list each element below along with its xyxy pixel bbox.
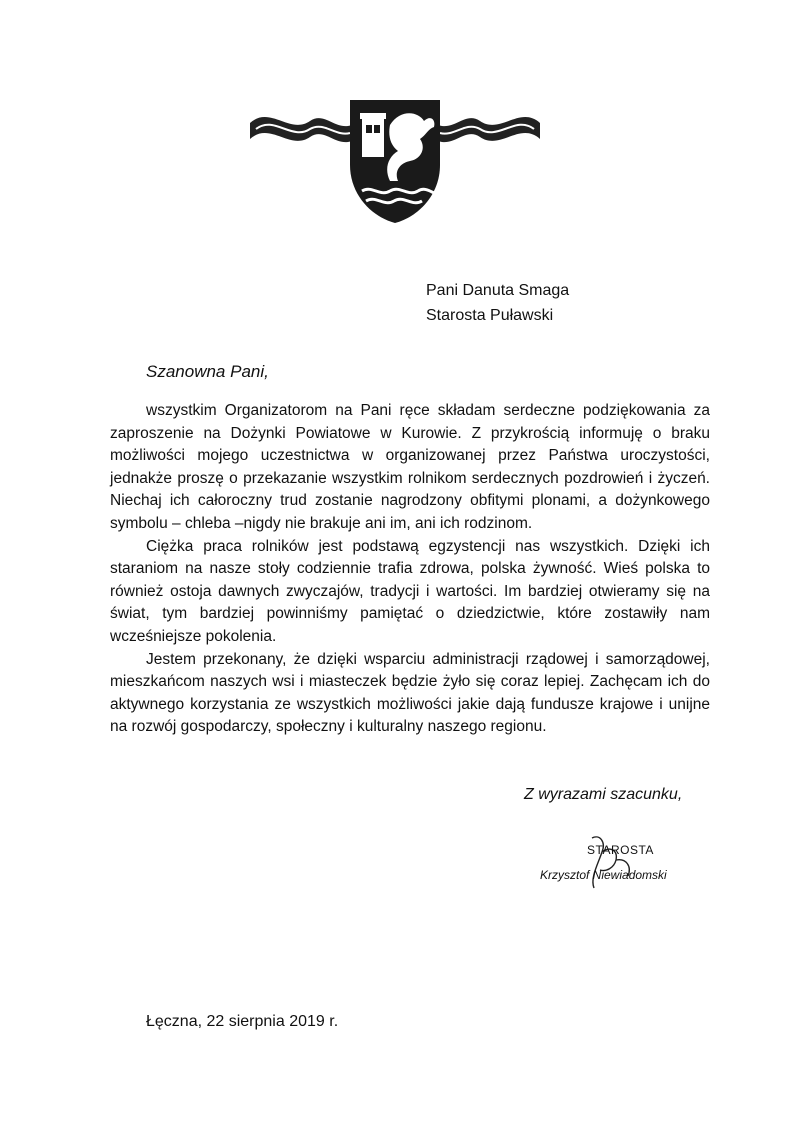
letter-body xyxy=(110,400,710,739)
addressee-block xyxy=(426,278,569,328)
body-paragraph: wszystkim Organizatorom na Pani ręce składam serdeczne podziękowania za zaproszenie na Dożynki Powiatowe w Kurowie. Z przykrością informuję o braku możliwości mojego uczestnictwa w organizowanej przez Państwa uroczystości, jednakże proszę o przekazanie wszystkim rolnikom serdecznych pozdrowień i życzeń. Niechaj ich całoroczny trud zostanie nagrodzony obfitymi plonami, a dożynkowego symbolu – chleba –nigdy nie brakuje ani im, ani ich rodzinom. xyxy=(110,402,710,532)
signature-title: STAROSTA xyxy=(587,843,654,857)
handwritten-signature xyxy=(540,832,720,892)
closing-phrase: Z wyrazami szacunku, xyxy=(524,786,683,803)
addressee-name: Pani Danuta Smaga xyxy=(426,282,570,299)
date-line: Łęczna, 22 sierpnia 2019 r. xyxy=(146,1013,339,1030)
county-crest-emblem xyxy=(250,95,540,225)
salutation: Szanowna Pani, xyxy=(146,362,269,381)
signature-name: Krzysztof Niewiadomski xyxy=(540,868,667,882)
body-paragraph: Ciężka praca rolników jest podstawą egzystencji nas wszystkich. Dzięki ich staraniom na nasze stoły codziennie trafia zdrowa, polska żywność. Wieś polska to również ostoja dawnych zwyczajów, tradycji i wartości. Im bardziej otwieramy się na świat, tym bardziej powinniśmy pamiętać o dziedzictwie, które zostawiły nam wcześniejsze pokolenia. xyxy=(110,537,710,645)
body-paragraph: Jestem przekonany, że dzięki wsparciu administracji rządowej i samorządowej, mieszkańcom naszych wsi i miasteczek będzie żyło się coraz lepiej. Zachęcam ich do aktywnego korzystania ze wszystkich możliwości jakie dają fundusze krajowe i unijne na rozwój gospodarczy, społeczny i kulturalny naszego regionu. xyxy=(110,650,710,736)
addressee-title: Starosta Puławski xyxy=(426,307,554,324)
